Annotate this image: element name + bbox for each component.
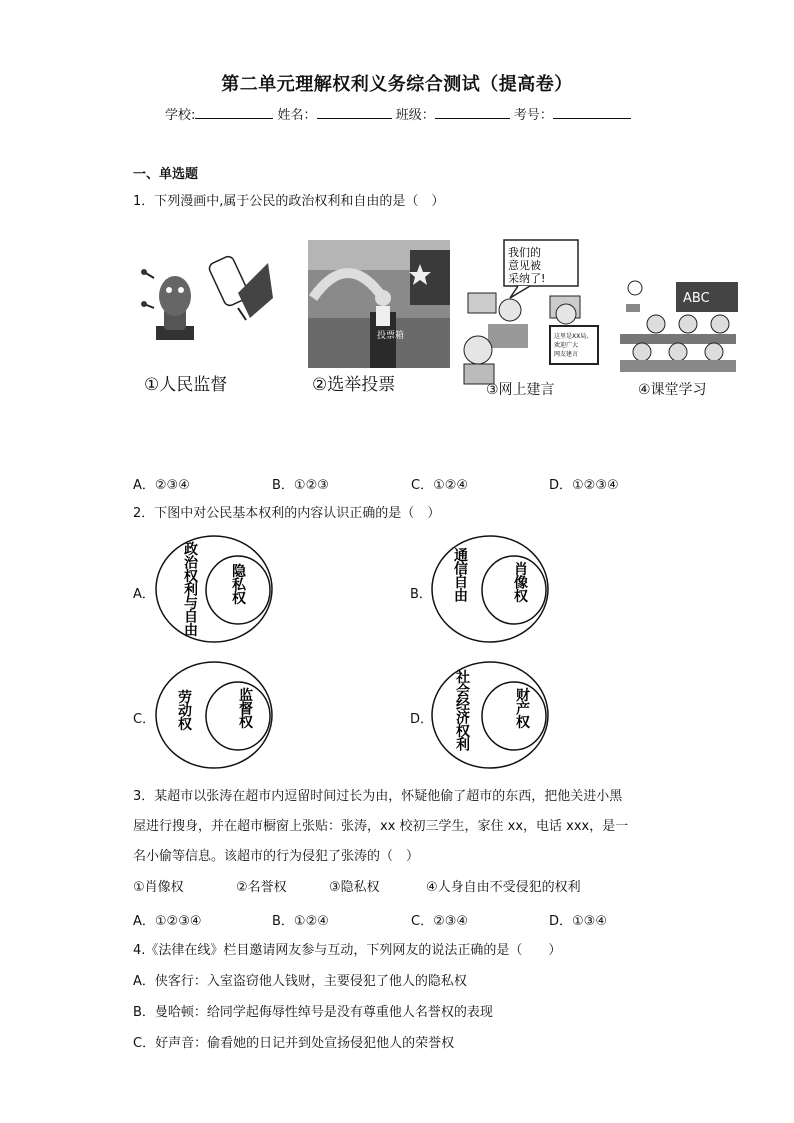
q2-option-d-label[interactable]: D． [410,712,434,727]
panel-1-illustration [141,255,273,340]
venn-outer-label: 社会经济权利 [456,670,470,754]
svg-text:这里是XX局,: 这里是XX局, [554,333,589,340]
q3-item-4: ④人身自由不受侵犯的权利 [426,880,581,895]
q2-option-a-diagram[interactable] [154,534,274,644]
q4-option-c[interactable]: C．好声音：偷看她的日记并到处宣扬侵犯他人的荣誉权 [133,1036,455,1051]
q2-stem: 2．下图中对公民基本权利的内容认识正确的是（ ） [133,506,441,521]
panel-2-caption: ②选举投票 [312,375,396,395]
svg-text:意见被: 意见被 [508,259,541,272]
venn-outer-label: 劳动权 [178,690,192,733]
q3-item-2: ②名誉权 [236,880,287,895]
q1-cartoon-image [138,238,740,403]
svg-text:网友建言: 网友建言 [554,351,579,358]
q3-option-a[interactable]: A．①②③④ [133,914,202,929]
q2-option-b-diagram[interactable] [430,534,550,644]
q3-stem-line-1: 3．某超市以张涛在超市内逗留时间过长为由，怀疑他偷了超市的东西，把他关进小黑 [133,789,623,804]
venn-inner-label: 隐私权 [232,564,246,607]
venn-inner-label: 肖像权 [514,562,528,605]
svg-text:投票箱: 投票箱 [377,331,405,341]
q3-stem-line-2: 屋进行搜身，并在超市橱窗上张贴：张涛，xx 校初三学生，家住 xx，电话 xxx，是一 [133,819,629,834]
panel-2-illustration [308,240,450,368]
q3-item-3: ③隐私权 [329,880,380,895]
q4-option-a[interactable]: A．侠客行：入室盗窃他人钱财，主要侵犯了他人的隐私权 [133,974,467,989]
q3-option-d[interactable]: D．①③④ [549,914,607,929]
panel-4-caption: ④课堂学习 [638,382,707,398]
svg-text:采纳了!: 采纳了! [508,272,546,285]
svg-text:ABC: ABC [683,291,710,306]
page-title: 第二单元理解权利义务综合测试（提高卷） [221,74,573,95]
panel-3-caption: ③网上建言 [486,382,555,398]
name-label: 姓名： [277,108,317,123]
venn-inner-label: 财产权 [516,688,530,731]
school-label: 学校: [165,108,196,123]
q2-option-c-label[interactable]: C． [133,712,156,727]
q2-option-a-label[interactable]: A． [133,587,155,602]
exam-number-label: 考号： [513,108,553,123]
q2-option-b-label[interactable]: B． [410,587,432,602]
svg-text:欢迎广大: 欢迎广大 [554,342,579,349]
q2-option-d-diagram[interactable] [430,660,550,770]
q1-stem: 1．下列漫画中,属于公民的政治权利和自由的是（ ） [133,194,445,209]
school-blank[interactable] [195,104,273,119]
exam-number-blank[interactable] [553,104,631,119]
panel-4-illustration [618,240,740,375]
q2-option-c-diagram[interactable] [154,660,274,770]
q1-option-c[interactable]: C．①②④ [411,478,469,493]
q3-item-1: ①肖像权 [133,880,184,895]
q1-option-a[interactable]: A．②③④ [133,478,190,493]
class-blank[interactable] [435,104,510,119]
class-label: 班级： [395,108,435,123]
section-title: 一、单选题 [133,167,199,182]
student-info-line [165,104,631,123]
svg-text:我们的: 我们的 [508,246,541,259]
q1-option-b[interactable]: B．①②③ [272,478,329,493]
name-blank[interactable] [317,104,392,119]
q3-option-c[interactable]: C．②③④ [411,914,469,929]
q4-stem: 4.《法律在线》栏目邀请网友参与互动，下列网友的说法正确的是（ ） [133,943,562,958]
q1-option-d[interactable]: D．①②③④ [549,478,619,493]
panel-1-caption: ①人民监督 [144,375,228,395]
venn-outer-label: 通信自由 [454,548,468,605]
panel-3-illustration [456,240,614,390]
venn-outer-label: 政治权利与自由 [184,542,198,639]
q3-option-b[interactable]: B．①②④ [272,914,329,929]
venn-inner-label: 监督权 [239,688,253,731]
q3-stem-line-3: 名小偷等信息。该超市的行为侵犯了张涛的（ ） [133,849,420,864]
q4-option-b[interactable]: B．曼哈顿：给同学起侮辱性绰号是没有尊重他人名誉权的表现 [133,1005,493,1020]
